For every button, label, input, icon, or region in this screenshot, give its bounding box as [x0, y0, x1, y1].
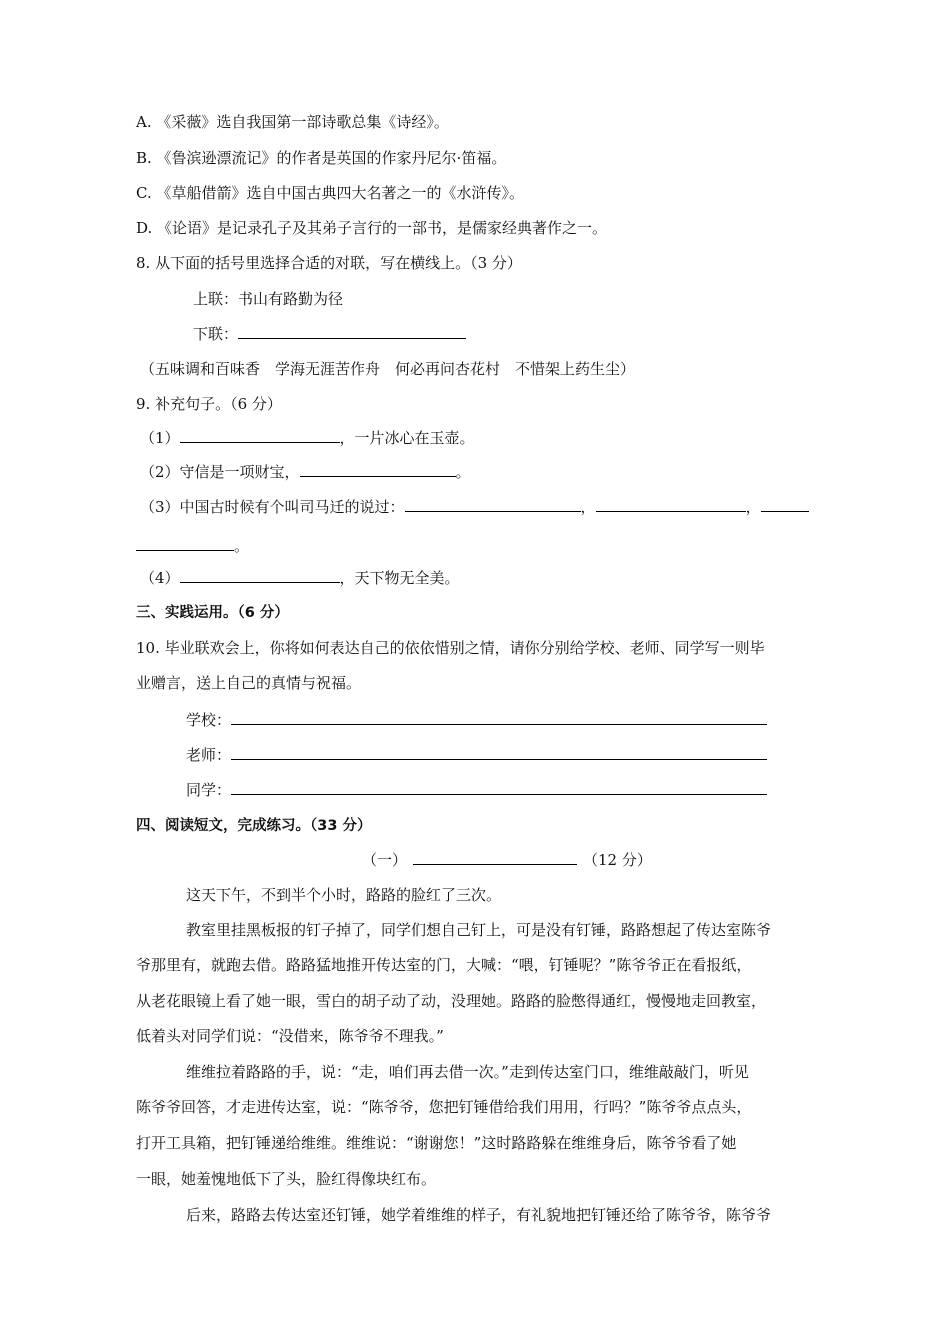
q10-school-label: 学校： — [186, 711, 232, 729]
passage-p2-line-3: 从老花眼镜上看了她一眼，雪白的胡子动了动，没理她。路路的脸憋得通红，慢慢地走回教室， — [136, 992, 767, 1010]
q7-option-b: B. 《鲁滨逊漂流记》的作者是英国的作家丹尼尔·笛福。 — [136, 149, 507, 167]
q9-item-3-prefix: （3）中国古时候有个叫司马迁的说过： — [140, 498, 405, 516]
q8-answer-blank[interactable] — [238, 324, 466, 339]
q9-item-3-comma-2: ， — [745, 498, 761, 516]
q9-item-3-comma-1: ， — [580, 498, 596, 516]
q10-teacher-row — [186, 745, 767, 765]
passage-p3-line-2: 陈爷爷回答，才走进传达室，说：“陈爷爷，您把钉锤借给我们用用，行吗？”陈爷爷点点头， — [136, 1098, 752, 1116]
passage-p1: 这天下午，不到半个小时，路路的脸红了三次。 — [186, 886, 502, 904]
q9-item-2-blank[interactable] — [300, 462, 456, 477]
q8-upper-couplet: 上联：书山有路勤为径 — [193, 290, 344, 308]
q9-item-4-blank[interactable] — [180, 568, 340, 583]
q9-item-3-blank-3-cont[interactable] — [136, 536, 234, 551]
q9-item-2 — [140, 462, 471, 482]
q9-item-1-blank[interactable] — [180, 428, 340, 443]
q10-teacher-blank[interactable] — [231, 745, 767, 760]
q9-item-1 — [140, 428, 475, 448]
q9-item-3-blank-2[interactable] — [596, 497, 746, 512]
q9-item-2-prefix: （2）守信是一项财宝， — [140, 463, 300, 481]
passage-1-title-blank[interactable] — [413, 850, 577, 865]
q10-school-row — [186, 710, 767, 730]
q9-item-4 — [140, 568, 460, 588]
passage-p3-line-1: 维维拉着路路的手，说：“走，咱们再去借一次。”走到传达室门口，维维敲敲门，听见 — [186, 1063, 749, 1081]
q10-classmate-blank[interactable] — [231, 780, 767, 795]
passage-1-label: （一） — [362, 851, 408, 869]
q9-item-3-blank-3[interactable] — [761, 497, 809, 512]
passage-p4-line-1: 后来，路路去传达室还钉锤，她学着维维的样子，有礼貌地把钉锤还给了陈爷爷，陈爷爷 — [186, 1206, 772, 1224]
q8-options: （五味调和百味香 学海无涯苦作舟 何必再问杏花村 不惜架上药生尘） — [140, 360, 636, 378]
q9-item-3-continued — [136, 536, 249, 556]
q8-lower-couplet — [193, 324, 466, 344]
passage-p2-line-2: 爷那里有，就跑去借。路路猛地推开传达室的门，大喊：“喂，钉锤呢？”陈爷爷正在看报纸， — [136, 956, 752, 974]
q7-option-a: A. 《采薇》选自我国第一部诗歌总集《诗经》。 — [136, 113, 449, 131]
q9-item-3-period: 。 — [234, 537, 250, 555]
section-3-title: 三、实践运用。（6 分） — [136, 605, 289, 621]
q7-option-d: D. 《论语》是记录孔子及其弟子言行的一部书，是儒家经典著作之一。 — [136, 219, 608, 237]
passage-p3-line-4: 一眼，她羞愧地低下了头，脸红得像块红布。 — [136, 1170, 437, 1188]
q10-line-2: 业赠言，送上自己的真情与祝福。 — [136, 674, 362, 692]
q9-item-4-prefix: （4） — [140, 569, 180, 587]
passage-1-heading — [362, 850, 652, 870]
q7-option-c: C. 《草船借箭》选自中国古典四大名著之一的《水浒传》。 — [136, 184, 524, 202]
section-4-title: 四、阅读短文，完成练习。（33 分） — [136, 818, 372, 834]
passage-p2-line-1: 教室里挂黑板报的钉子掉了，同学们想自己钉上，可是没有钉锤，路路想起了传达室陈爷 — [186, 921, 772, 939]
q10-teacher-label: 老师： — [186, 746, 232, 764]
q8-lower-label: 下联： — [193, 325, 239, 343]
q9-item-1-prefix: （1） — [140, 429, 180, 447]
q10-classmate-row — [186, 780, 767, 800]
q9-item-3-blank-1[interactable] — [405, 497, 581, 512]
q8-stem: 8. 从下面的括号里选择合适的对联，写在横线上。（3 分） — [136, 254, 522, 272]
q9-item-3 — [140, 497, 809, 517]
q10-school-blank[interactable] — [231, 710, 767, 725]
q10-classmate-label: 同学： — [186, 781, 232, 799]
passage-1-score: （12 分） — [583, 851, 652, 869]
q9-stem: 9. 补充句子。（6 分） — [136, 395, 282, 413]
q10-line-1: 10. 毕业联欢会上，你将如何表达自己的依依惜别之情，请你分别给学校、老师、同学写一则毕 — [136, 639, 765, 657]
q9-item-4-suffix: ，天下物无全美。 — [339, 569, 460, 587]
q9-item-1-suffix: ，一片冰心在玉壶。 — [339, 429, 475, 447]
passage-p2-line-4: 低着头对同学们说：“没借来，陈爷爷不理我。” — [136, 1027, 444, 1045]
passage-p3-line-3: 打开工具箱，把钉锤递给维维。维维说：“谢谢您！”这时路路躲在维维身后，陈爷爷看了她 — [136, 1134, 737, 1152]
q9-item-2-suffix: 。 — [455, 463, 471, 481]
